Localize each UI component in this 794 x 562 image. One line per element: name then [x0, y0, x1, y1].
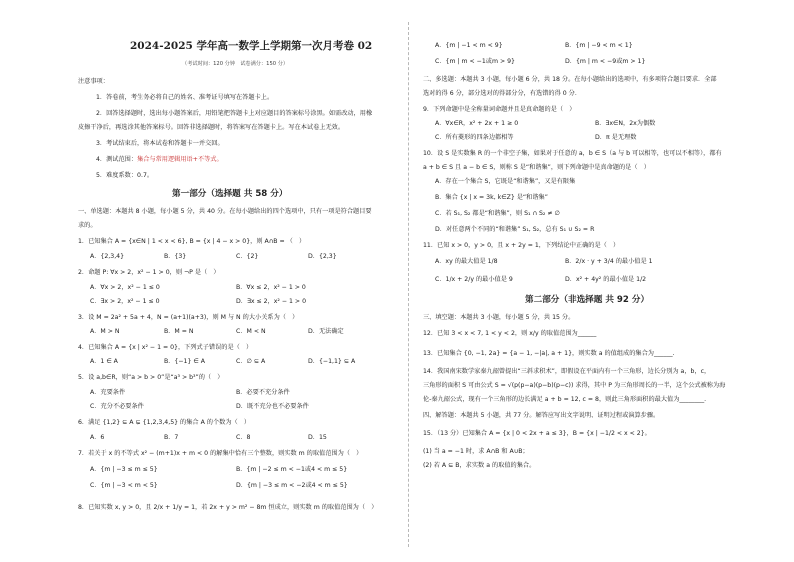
- section2-instructions-cont: 选对的得 6 分，部分选对的得部分分，有选错的得 0 分．: [423, 90, 582, 97]
- note-5: 5．难度系数：0.7。: [96, 172, 154, 179]
- section1-instructions-cont: 求的。: [78, 222, 97, 229]
- q11-option-c: C．1/x + 2/y 的最小值是 9: [435, 276, 513, 283]
- q6-option-c: C．8: [236, 434, 251, 441]
- note-4-prefix: 4．测试范围：: [96, 156, 138, 163]
- q8-option-b: B．{m | −9 < m < 1}: [565, 42, 633, 49]
- test-scope: 集合与常用逻辑用语+不等式。: [137, 156, 223, 163]
- question-14-cont2: 伦-秦九韶公式，现有一个三角形的边长满足 a + b = 12, c = 8，则此三角形面积的最大值为________.: [423, 396, 707, 403]
- note-2b: 皮擦干净后，再选涂其他答案标号。回答非选择题时，将答案写在答题卡上。写在本试卷上无效。: [78, 124, 345, 131]
- q5-option-c: C．充分不必要条件: [90, 403, 144, 410]
- q2-option-d: D．∃x ≤ 2，x² − 1 > 0: [236, 298, 307, 305]
- q5-option-d: D．既不充分也不必要条件: [236, 403, 309, 410]
- question-5: 5．设 a,b∈R，则“a > b > 0”是“a³ > b³”的（ ）: [78, 374, 224, 381]
- q6-option-a: A．6: [90, 434, 105, 441]
- q7-option-d: D．{m | −3 ≤ m < −2或4 < m ≤ 5}: [236, 482, 348, 489]
- section4-instructions: 四、解答题：本题共 5 小题，共 77 分。解答应写出文字说明、证明过程或演算步骤。: [423, 412, 660, 419]
- q10-option-c: C．若 S₁, S₂ 都是“和谐集”，则 S₁ ∩ S₂ ≠ ∅: [435, 210, 560, 217]
- q3-option-b: B．M = N: [164, 328, 194, 335]
- q8-option-c: C．{m | m < −1或m > 9}: [435, 58, 515, 65]
- q11-option-d: D．x² + 4y² 的最小值是 1/2: [565, 276, 647, 283]
- q9-option-d: D．π 是无理数: [595, 134, 637, 141]
- q7-option-b: B．{m | −2 ≤ m < −1或4 < m ≤ 5}: [236, 466, 348, 473]
- question-9: 9．下列命题中是全称量词命题并且是真命题的是（ ）: [423, 106, 576, 113]
- column-divider: [408, 22, 409, 547]
- q1-option-a: A．{2,3,4}: [90, 253, 125, 260]
- q10-option-a: A．存在一个集合 S，它既是“和谐集”，又是有限集: [435, 178, 576, 185]
- q6-option-b: B．7: [164, 434, 179, 441]
- q2-option-b: B．∀x ≤ 2，x² − 1 > 0: [236, 284, 306, 291]
- q3-option-c: C．M < N: [236, 328, 266, 335]
- q5-option-a: A．充要条件: [90, 389, 126, 396]
- q3-option-a: A．M > N: [90, 328, 120, 335]
- section3-instructions: 三、填空题：本题共 3 小题，每小题 5 分，共 15 分。: [423, 314, 575, 321]
- question-1: 1．已知集合 A = {x∈N | 1 < x < 6}, B = {x | 4 − x > 0}，则 A∩B = （ ）: [78, 238, 306, 245]
- q11-option-b: B．2/x · y + 3/4 的最小值是 1: [565, 258, 653, 265]
- note-4: [96, 156, 223, 164]
- question-2: 2．命题 P: ∀x > 2，x² − 1 > 0，则 ¬P 是（ ）: [78, 269, 220, 276]
- q6-option-d: D．15: [308, 434, 327, 441]
- section1-instructions: 一、单选题：本题共 8 小题，每小题 5 分，共 40 分。在每小题给出的四个选项中，只有一项是符合题目要: [78, 208, 372, 215]
- q1-option-d: D．{2,3}: [308, 253, 337, 260]
- q11-option-a: A．xy 的最大值是 1/8: [435, 258, 498, 265]
- q4-option-b: B．{−1} ∈ A: [164, 358, 205, 365]
- note-1: 1．答卷前，考生务必将自己的姓名、准考证号填写在答题卡上。: [96, 94, 274, 101]
- q7-option-a: A．{m | −3 ≤ m ≤ 5}: [90, 466, 158, 473]
- question-3: 3．设 M = 2a² + 5a + 4，N = (a+1)(a+3)，则 M 与 N 的大小关系为（ ）: [78, 314, 299, 321]
- question-13: 13．已知集合 {0, −1, 2a} = {a − 1, −|a|, a + 1}，则实数 a 的值组成的集合为______.: [423, 350, 675, 357]
- q8-option-a: A．{m | −1 < m < 9}: [435, 42, 503, 49]
- q10-option-b: B．集合 {x | x = 3k, k∈Z} 是“和谐集”: [435, 194, 548, 201]
- part1-heading: 第一部分（选择题 共 58 分）: [172, 189, 288, 199]
- notes-heading: 注意事项：: [78, 78, 109, 85]
- question-10: 10．设 S 是实数集 R 的一个非空子集，如果对于任意的 a，b ∈ S（a 与 b 可以相等，也可以不相等），都有: [423, 150, 722, 157]
- q9-option-c: C．所有菱形的四条边都相等: [435, 134, 514, 141]
- q15-part-2: (2) 若 A ⊆ B，求实数 a 的取值的集合。: [423, 462, 536, 469]
- q8-option-d: D．{m | m < −9或m > 1}: [565, 58, 646, 65]
- exam-meta: （考试时间：120 分钟 试卷满分：150 分）: [182, 61, 289, 67]
- q3-option-d: D．无法确定: [308, 328, 344, 335]
- q4-option-d: D．{−1,1} ⊆ A: [308, 358, 356, 365]
- note-2a: 2．回答选择题时，选出每小题答案后，用铅笔把答题卡上对应题目的答案标号涂黑。如需改动，用橡: [96, 110, 373, 117]
- q4-option-a: A．1 ∈ A: [90, 358, 118, 365]
- part2-heading: 第二部分（非选择题 共 92 分）: [525, 295, 650, 305]
- question-14: 14．我国南宋数学家秦九韶曾提出“三斜求积术”，即假设在平面内有一个三角形，边长分别为 a，b，c，: [423, 368, 711, 375]
- q2-option-c: C．∃x > 2，x² − 1 ≤ 0: [90, 298, 160, 305]
- note-3: 3．考试结束后，将本试卷和答题卡一并交回。: [96, 140, 224, 147]
- exam-title: 2024-2025 学年高一数学上学期第一次月考卷 02: [130, 40, 373, 52]
- question-15: 15．（13 分）已知集合 A = {x | 0 < 2x + a ≤ 3}，B = {x | −1/2 < x < 2}。: [423, 430, 651, 437]
- q2-option-a: A．∀x > 2，x² − 1 ≤ 0: [90, 284, 160, 291]
- section2-instructions: 二、多选题：本题共 3 小题，每小题 6 分，共 18 分。在每小题给出的选项中，有多项符合题目要求．全部: [423, 76, 717, 83]
- q5-option-b: B．必要不充分条件: [236, 389, 290, 396]
- q7-option-c: C．{m | −3 < m < 5}: [90, 482, 158, 489]
- question-11: 11．已知 x > 0，y > 0，且 x + 2y = 1，下列结论中正确的是（ ）: [423, 242, 620, 249]
- question-12: 12．已知 3 < x < 7, 1 < y < 2，则 x/y 的取值范围为______: [423, 330, 597, 337]
- q4-option-c: C．∅ ⊆ A: [236, 358, 266, 365]
- question-7: 7．若关于 x 的不等式 x² − (m+1)x + m < 0 的解集中恰有三个整数，则实数 m 的取值范围为（ ）: [78, 450, 363, 457]
- question-4: 4．已知集合 A = {x | x² − 1 = 0}，下列式子错误的是（ ）: [78, 344, 253, 351]
- q9-option-b: B．∃x∈N，2x为偶数: [595, 120, 656, 127]
- q10-option-d: D．对任意两个不同的“和谐集” S₁, S₂，总有 S₁ ∪ S₂ = R: [435, 226, 595, 233]
- q9-option-a: A．∀x∈R，x² + 2x + 1 ≥ 0: [435, 120, 519, 127]
- q1-option-b: B．{3}: [164, 253, 187, 260]
- question-10-cont: a + b ∈ S 且 a − b ∈ S，则称 S 是“和谐集”，则下列命题中是真命题的是（ ）: [423, 164, 650, 171]
- question-8: 8．已知实数 x, y > 0，且 2/x + 1/y = 1，若 2x + y > m² − 8m 恒成立，则实数 m 的取值范围为（ ）: [78, 504, 378, 511]
- q15-part-1: (1) 当 a = −1 时，求 A∩B 和 A∪B；: [423, 448, 529, 455]
- question-14-cont: 三角形的面积 S 可由公式 S = √(p(p−a)(p−b)(p−c)) 求得，其中 P 为三角形周长的一半，这个公式被称为海: [423, 382, 726, 389]
- q1-option-c: C．{2}: [236, 253, 259, 260]
- question-6: 6．满足 {1,2} ⊆ A ⊊ {1,2,3,4,5} 的集合 A 的个数为（ ）: [78, 419, 251, 426]
